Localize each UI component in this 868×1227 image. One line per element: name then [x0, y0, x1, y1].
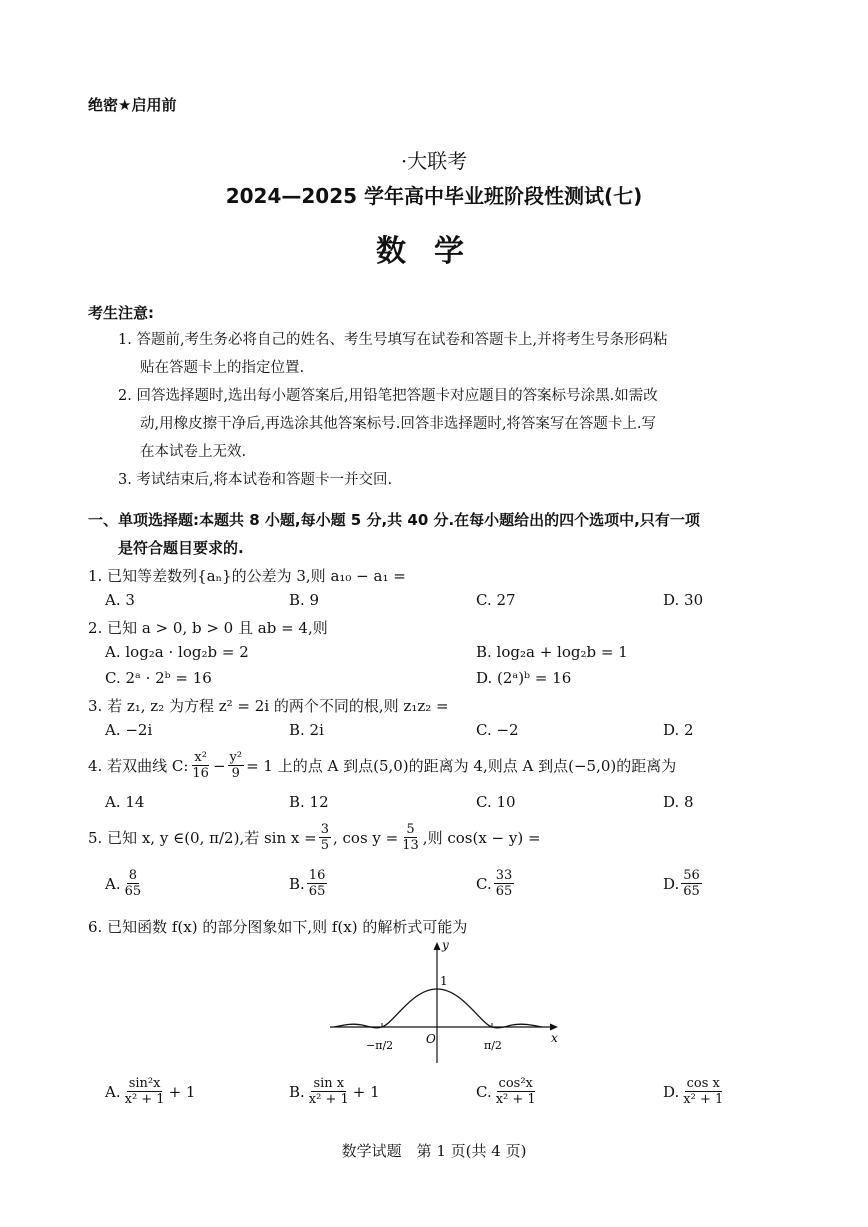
denominator: 9: [231, 766, 240, 781]
x-axis-arrow-icon: [550, 1024, 558, 1031]
question-5-suffix: ,则 cos(x − y) =: [422, 829, 541, 847]
numerator: cos x: [686, 1076, 720, 1091]
question-6-option-d: [663, 1076, 727, 1107]
numerator: 3: [320, 822, 329, 837]
question-4-option-a: A. 14: [105, 793, 145, 811]
numerator: 33: [495, 868, 513, 883]
subject-title: 数学: [376, 234, 492, 269]
interval: (0, π/2): [184, 828, 240, 847]
notice-heading: 考生注意:: [88, 304, 154, 322]
option-letter: D.: [663, 874, 680, 893]
exam-organizer: ·大联考: [400, 149, 468, 173]
question-1-option-b: B. 9: [289, 591, 320, 609]
option-letter: B.: [289, 874, 305, 893]
question-5-mid: ,若 sin x =: [239, 829, 317, 847]
notice-line: 动,用橡皮擦干净后,再选涂其他答案标号.回答非选择题时,将答案写在答题卡上.写: [140, 416, 657, 432]
question-1-option-d: D. 30: [663, 591, 704, 609]
denominator: x² + 1: [308, 1092, 349, 1107]
question-6-option-c: [476, 1076, 540, 1107]
denominator: 16: [192, 766, 209, 781]
question-1-option-a: A. 3: [105, 591, 135, 609]
question-3-option-c: C. −2: [476, 721, 519, 739]
question-1-option-c: C. 27: [476, 591, 516, 609]
question-6-option-b: [289, 1076, 380, 1107]
numerator: y²: [229, 750, 243, 765]
question-4-option-c: C. 10: [476, 793, 516, 811]
notice-line: 贴在答题卡上的指定位置.: [140, 360, 305, 376]
x-tick-label-half-pi: π/2: [484, 1039, 502, 1052]
numerator: 56: [683, 868, 700, 883]
question-5-option-b: [289, 868, 329, 899]
question-4-suffix: = 1 上的点 A 到点(5,0)的距离为 4,则点 A 到点(−5,0)的距离为: [246, 757, 677, 775]
question-4-stem: [88, 750, 676, 781]
option-letter: D.: [663, 1082, 680, 1101]
x-tick-label-neg-half-pi: −π/2: [366, 1039, 394, 1052]
question-5-option-a: [105, 868, 145, 899]
question-3-option-b: B. 2i: [289, 721, 324, 739]
numerator: 16: [308, 868, 326, 883]
plus-one: + 1: [168, 1082, 196, 1101]
denominator: x² + 1: [124, 1092, 165, 1107]
question-3-stem: 3. 若 z₁, z₂ 为方程 z² = 2i 的两个不同的根,则 z₁z₂ =: [88, 697, 449, 715]
question-2-option-b: B. log₂a + log₂b = 1: [476, 643, 628, 661]
minus-sign: −: [212, 756, 226, 775]
fraction: [681, 1076, 725, 1107]
question-4-prefix: 4. 若双曲线 C:: [88, 757, 189, 775]
question-4-option-b: B. 12: [289, 793, 329, 811]
denominator: 65: [124, 884, 142, 899]
question-2-option-a: A. log₂a · log₂b = 2: [105, 643, 249, 661]
fraction: [400, 822, 421, 853]
y-axis-arrow-icon: [434, 942, 441, 950]
y-intercept-label: 1: [440, 974, 448, 988]
notice-line: 2. 回答选择题时,选出每小题答案后,用铅笔把答题卡对应题目的答案标号涂黑.如需改: [118, 388, 658, 404]
exam-title: 2024—2025 学年高中毕业班阶段性测试(七): [225, 184, 643, 208]
question-2-stem: 2. 已知 a > 0, b > 0 且 ab = 4,则: [88, 619, 328, 637]
denominator: x² + 1: [495, 1092, 536, 1107]
question-5-option-c: [476, 868, 516, 899]
numerator: 8: [128, 868, 138, 883]
fraction: [307, 868, 328, 899]
question-3-option-a: A. −2i: [105, 721, 153, 739]
question-5-mid: , cos y =: [333, 828, 399, 847]
y-axis-label: y: [442, 938, 449, 952]
page-footer: 数学试题 第 1 页(共 4 页): [341, 1142, 527, 1160]
option-letter: A.: [105, 874, 121, 893]
question-3-option-d: D. 2: [663, 721, 694, 739]
option-letter: C.: [476, 1082, 492, 1101]
fraction: [228, 750, 245, 781]
fraction: [123, 868, 144, 899]
origin-label: O: [426, 1032, 436, 1046]
fraction: [307, 1076, 351, 1107]
option-letter: A.: [105, 1082, 121, 1101]
numerator: x²: [194, 750, 207, 765]
fraction: [681, 868, 702, 899]
fraction: [123, 1076, 167, 1107]
function-curve: [334, 989, 542, 1028]
question-6-option-a: [105, 1076, 195, 1107]
denominator: x² + 1: [683, 1092, 724, 1107]
option-letter: C.: [476, 874, 492, 893]
numerator: cos²x: [498, 1076, 533, 1091]
denominator: 65: [683, 884, 700, 899]
numerator: sin²x: [128, 1076, 161, 1091]
fraction: [319, 822, 331, 853]
notice-line: 1. 答题前,考生务必将自己的姓名、考生号填写在试卷和答题卡上,并将考生号条形码粘: [118, 332, 668, 348]
numerator: 5: [406, 822, 415, 837]
question-2-option-c: C. 2ᵃ · 2ᵇ = 16: [105, 669, 212, 687]
function-graph: [320, 935, 570, 1065]
section-heading: 一、单项选择题:本题共 8 小题,每小题 5 分,共 40 分.在每小题给出的四个选项中,只有一项: [88, 511, 700, 529]
plus-one: + 1: [352, 1082, 380, 1101]
question-5-prefix: 5. 已知 x, y ∈: [88, 829, 185, 847]
confidential-label: 绝密★启用前: [88, 96, 177, 114]
denominator: 5: [320, 838, 329, 853]
question-5-stem: [88, 822, 541, 853]
notice-line: 3. 考试结束后,将本试卷和答题卡一并交回.: [118, 472, 393, 488]
numerator: sin x: [313, 1076, 345, 1091]
question-6-stem: 6. 已知函数 f(x) 的部分图象如下,则 f(x) 的解析式可能为: [88, 918, 468, 936]
question-4-option-d: D. 8: [663, 793, 694, 811]
denominator: 65: [308, 884, 326, 899]
question-5-option-d: [663, 868, 704, 899]
x-axis-label: x: [551, 1031, 558, 1045]
question-2-option-d: D. (2ᵃ)ᵇ = 16: [476, 669, 572, 687]
fraction: [190, 750, 211, 781]
denominator: 13: [402, 838, 419, 853]
denominator: 65: [495, 884, 513, 899]
option-letter: B.: [289, 1082, 305, 1101]
fraction: [494, 868, 515, 899]
fraction: [494, 1076, 538, 1107]
notice-line: 在本试卷上无效.: [140, 444, 247, 460]
section-heading-cont: 是符合题目要求的.: [118, 539, 244, 557]
question-1-stem: 1. 已知等差数列{aₙ}的公差为 3,则 a₁₀ − a₁ =: [88, 567, 406, 585]
